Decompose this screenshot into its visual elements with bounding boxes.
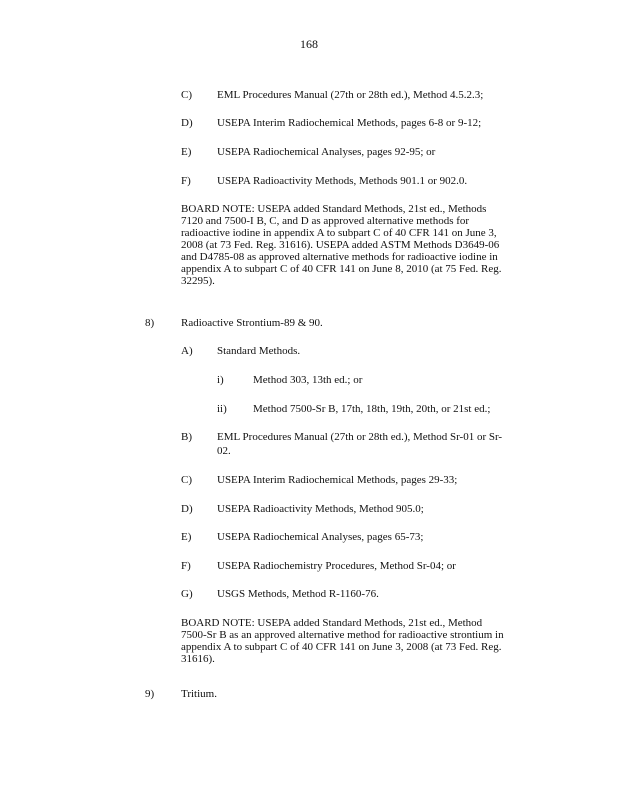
item-text: USEPA Interim Radiochemical Methods, pages 29-33; [217, 474, 458, 486]
item-text: USEPA Radioactivity Methods, Method 905.0; [217, 503, 424, 515]
subitem-text: Method 303, 13th ed.; or [253, 374, 363, 386]
section-title: Radioactive Strontium-89 & 90. [181, 317, 323, 329]
board-note-line: BOARD NOTE: USEPA added Standard Methods, 21st ed., Method [181, 617, 483, 629]
board-note-line: 2008 (at 73 Fed. Reg. 31616). USEPA added ASTM Methods D3649-06 [181, 239, 500, 251]
board-note [181, 617, 531, 665]
board-note-line: 32295). [181, 275, 215, 287]
board-note-line: appendix A to subpart C of 40 CFR 141 on June 8, 2010 (at 75 Fed. Reg. [181, 263, 502, 275]
board-note-line: BOARD NOTE: USEPA added Standard Methods, 21st ed., Methods [181, 203, 487, 215]
board-note-line: 7500-Sr B as an approved alternative method for radioactive strontium in [181, 629, 504, 641]
item-text: USEPA Radioactivity Methods, Methods 901.1 or 902.0. [217, 175, 468, 187]
item-text: USGS Methods, Method R-1160-76. [217, 588, 379, 600]
item-text: USEPA Radiochemical Analyses, pages 92-95; or [217, 146, 436, 158]
item-label: E) [181, 146, 192, 158]
item-text: EML Procedures Manual (27th or 28th ed.), Method 4.5.2.3; [217, 89, 484, 101]
item-text: EML Procedures Manual (27th or 28th ed.), Method Sr-01 or Sr- [217, 431, 503, 443]
item-label: F) [181, 560, 191, 572]
board-note-line: 7120 and 7500-I B, C, and D as approved alternative methods for [181, 215, 470, 227]
item-text: Standard Methods. [217, 345, 301, 357]
item-label: C) [181, 474, 192, 486]
board-note [181, 203, 531, 287]
item-label: D) [181, 503, 193, 515]
board-note-line: appendix A to subpart C of 40 CFR 141 on June 3, 2008 (at 73 Fed. Reg. [181, 641, 502, 653]
subitem-label: i) [217, 374, 224, 386]
item-text-continued: 02. [217, 445, 231, 457]
subitem-text: Method 7500-Sr B, 17th, 18th, 19th, 20th, or 21st ed.; [253, 403, 491, 415]
board-note-line: and D4785-08 as approved alternative methods for radioactive iodine in [181, 251, 498, 263]
item-label: G) [181, 588, 193, 600]
item-text: USEPA Radiochemistry Procedures, Method Sr-04; or [217, 560, 456, 572]
section-label: 9) [145, 688, 155, 700]
section-label: 8) [145, 317, 155, 329]
item-text: USEPA Radiochemical Analyses, pages 65-73; [217, 531, 424, 543]
item-label: F) [181, 175, 191, 187]
board-note-line: 31616). [181, 653, 215, 665]
page-number: 168 [300, 37, 318, 51]
item-text: USEPA Interim Radiochemical Methods, pages 6-8 or 9-12; [217, 117, 482, 129]
section-title: Tritium. [181, 688, 217, 700]
item-label: C) [181, 89, 192, 101]
item-label: B) [181, 431, 192, 443]
item-label: E) [181, 531, 192, 543]
board-note-line: radioactive iodine in appendix A to subpart C of 40 CFR 141 on June 3, [181, 227, 497, 239]
subitem-label: ii) [217, 403, 227, 415]
item-label: D) [181, 117, 193, 129]
item-label: A) [181, 345, 193, 357]
